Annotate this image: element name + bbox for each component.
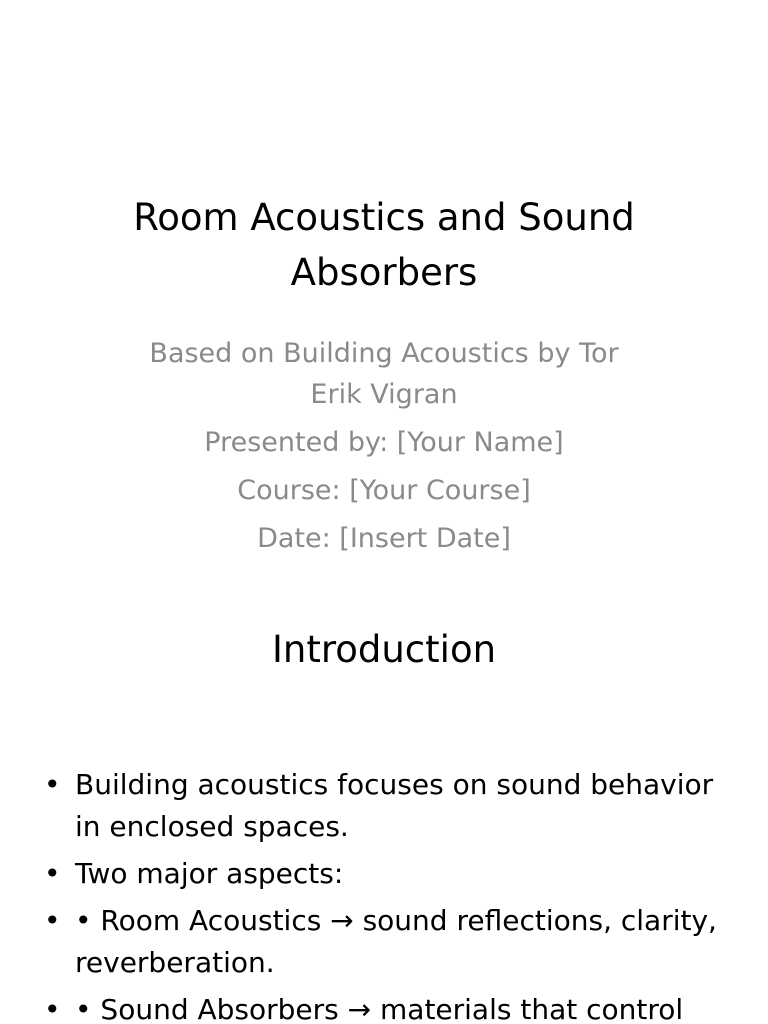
bullet-icon: • (44, 857, 61, 890)
slide-title: Room Acoustics and Sound Absorbers (133, 196, 635, 294)
subtitle-date-line: Date: [Insert Date] (257, 523, 511, 554)
subtitle-course-line: Course: [Your Course] (237, 475, 531, 506)
bullet-icon: • (44, 768, 61, 801)
subtitle-presenter-line: Presented by: [Your Name] (204, 427, 564, 458)
slide-subtitle (120, 333, 648, 559)
bullet-icon: • (44, 993, 61, 1024)
bullet-list (44, 764, 734, 1024)
bullet-item (44, 989, 734, 1024)
bullet-text: Building acoustics focuses on sound behavior in enclosed spaces. (75, 768, 714, 843)
bullet-icon: • (44, 904, 61, 937)
bullet-item (44, 853, 734, 895)
bullet-item (44, 764, 734, 848)
bullet-text: • Room Acoustics → sound reflections, clarity, reverberation. (75, 904, 717, 979)
section-title: Introduction (271, 628, 497, 671)
bullet-text: Two major aspects: (75, 857, 344, 890)
bullet-item (44, 900, 734, 984)
bullet-text: • Sound Absorbers → materials that control (75, 993, 684, 1024)
subtitle-source-line: Based on Building Acoustics by Tor Erik Vigran (149, 338, 619, 410)
